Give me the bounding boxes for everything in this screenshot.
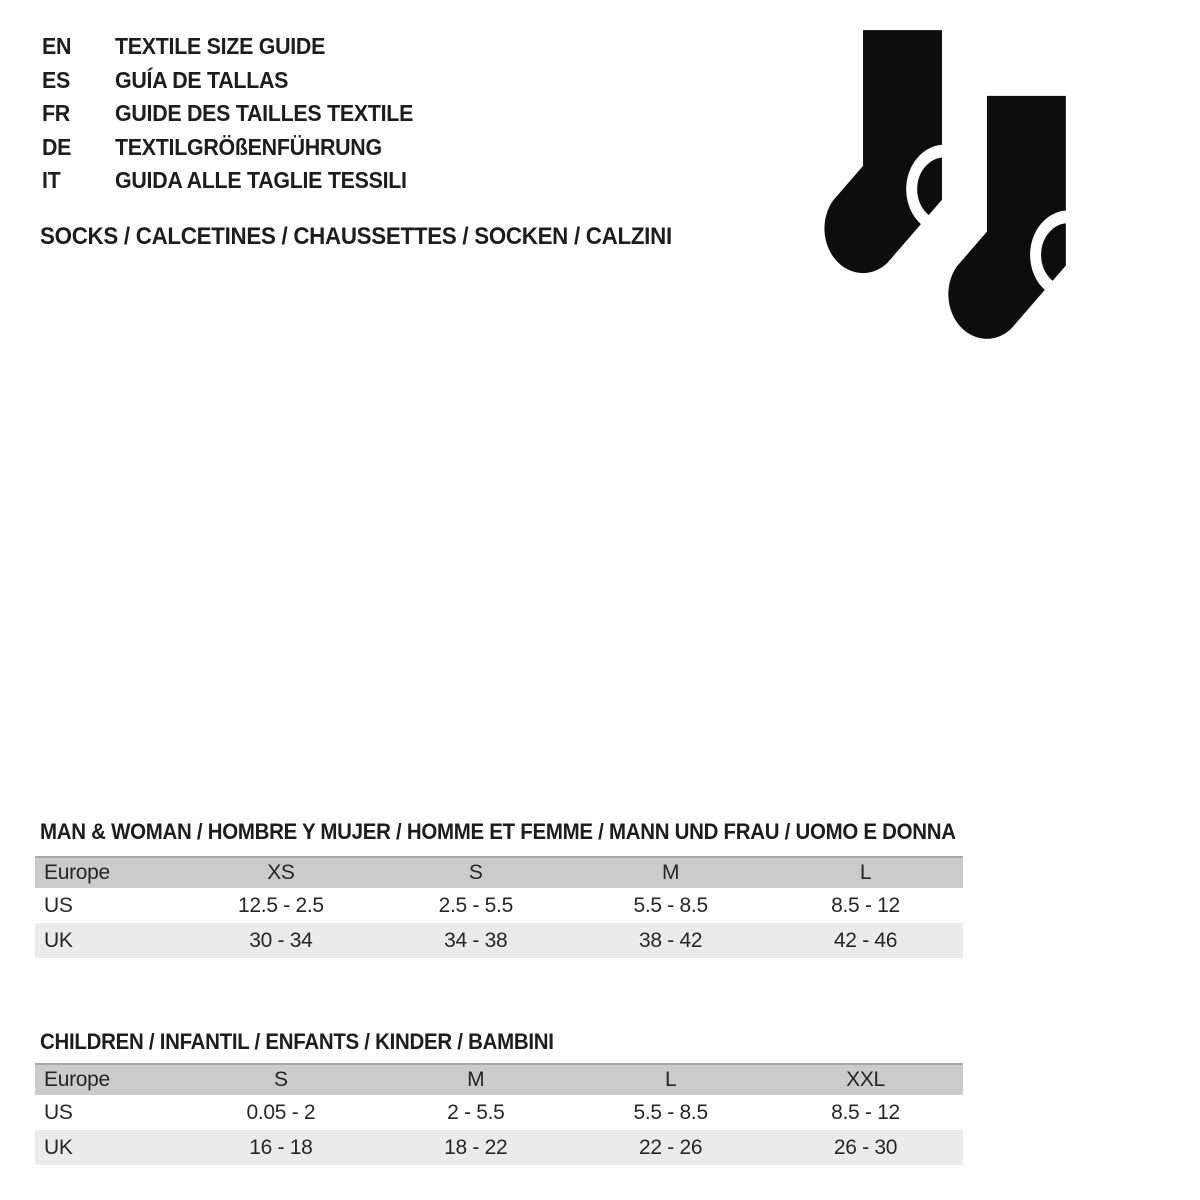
category-title: SOCKS / CALCETINES / CHAUSSETTES / SOCKEN / CALZINI [40, 223, 672, 250]
language-code: EN [42, 33, 72, 60]
size-value: 2 - 5.5 [447, 1100, 505, 1124]
adult-size-table [35, 856, 963, 958]
size-value: 5.5 - 8.5 [633, 1100, 708, 1124]
column-header-region: Europe [35, 1064, 183, 1095]
table-row-uk [35, 923, 963, 958]
size-value: 18 - 22 [378, 1130, 573, 1165]
language-code: ES [42, 66, 70, 93]
language-label: GUIDA ALLE TAGLIE TESSILI [115, 167, 407, 194]
size-value: 2.5 - 5.5 [438, 893, 513, 917]
size-value: 8.5 - 12 [831, 1100, 900, 1124]
language-code: FR [42, 100, 70, 127]
language-label: TEXTILE SIZE GUIDE [115, 33, 326, 60]
size-value: 0.05 - 2 [246, 1100, 316, 1124]
language-row-es [42, 64, 436, 98]
column-header-size: L [768, 857, 963, 888]
language-row-en [42, 30, 436, 64]
size-value: 42 - 46 [768, 923, 963, 958]
size-value: 12.5 - 2.5 [238, 893, 324, 917]
size-value: 26 - 30 [768, 1130, 963, 1165]
row-label: US [44, 893, 73, 917]
adult-table-title: MAN & WOMAN / HOMBRE Y MUJER / HOMME ET FEMME / MANN UND FRAU / UOMO E DONNA [40, 819, 956, 844]
language-list [42, 30, 436, 198]
size-value: 16 - 18 [183, 1130, 378, 1165]
row-label: US [44, 1100, 73, 1124]
language-code: IT [42, 167, 61, 194]
column-header-size: S [183, 1064, 378, 1095]
column-header-size: M [573, 857, 768, 888]
column-header-size: XS [183, 857, 378, 888]
table-row-us [35, 888, 963, 923]
language-row-it [42, 164, 436, 198]
table-row-uk [35, 1130, 963, 1165]
size-value: 22 - 26 [573, 1130, 768, 1165]
column-header-size: L [573, 1064, 768, 1095]
size-value: 34 - 38 [378, 923, 573, 958]
row-label: UK [35, 1130, 183, 1165]
language-label: GUÍA DE TALLAS [115, 66, 289, 93]
size-value: 38 - 42 [573, 923, 768, 958]
children-size-table [35, 1063, 963, 1165]
table-header-row [35, 857, 963, 888]
size-value: 5.5 - 8.5 [633, 893, 708, 917]
socks-icon [819, 28, 1109, 344]
table-row-us [35, 1095, 963, 1130]
column-header-size: M [378, 1064, 573, 1095]
language-row-fr [42, 97, 436, 131]
language-label: TEXTILGRÖßENFÜHRUNG [115, 133, 382, 160]
column-header-size: S [378, 857, 573, 888]
language-row-de [42, 131, 436, 165]
size-value: 30 - 34 [183, 923, 378, 958]
row-label: UK [35, 923, 183, 958]
table-header-row [35, 1064, 963, 1095]
column-header-region: Europe [35, 857, 183, 888]
language-label: GUIDE DES TAILLES TEXTILE [115, 100, 414, 127]
language-code: DE [42, 133, 72, 160]
children-table-title: CHILDREN / INFANTIL / ENFANTS / KINDER / BAMBINI [40, 1029, 554, 1054]
size-value: 8.5 - 12 [831, 893, 900, 917]
column-header-size: XXL [768, 1064, 963, 1095]
